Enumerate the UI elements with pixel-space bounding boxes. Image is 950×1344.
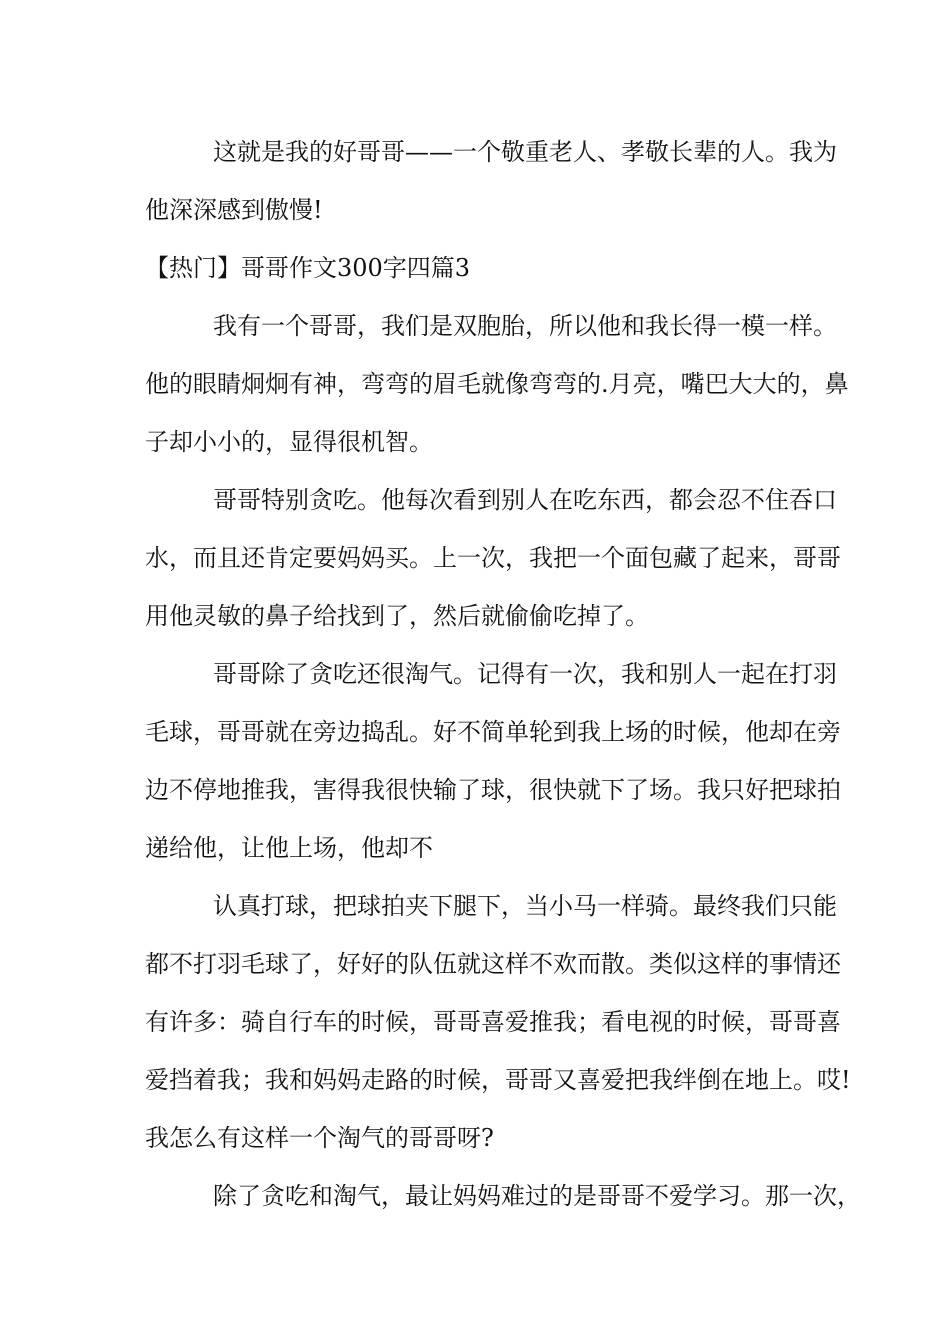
- text-line: 这就是我的好哥哥——一个敬重老人、孝敬长辈的人。我为: [213, 138, 837, 166]
- text-line: 边不停地推我，害得我很快输了球，很快就下了场。我只好把球拍: [145, 776, 841, 804]
- text-line: 哥哥除了贪吃还很淘气。记得有一次，我和别人一起在打羽: [213, 660, 837, 688]
- text-line: 毛球，哥哥就在旁边捣乱。好不简单轮到我上场的时候，他却在旁: [145, 718, 841, 746]
- text-line: 【热门】哥哥作文300字四篇3: [145, 254, 471, 282]
- text-line: 水，而且还肯定要妈妈买。上一次，我把一个面包藏了起来，哥哥: [145, 544, 841, 572]
- paragraph: [145, 1167, 861, 1225]
- paragraph: [145, 877, 851, 1167]
- text-line: 递给他，让他上场，他却不: [145, 834, 433, 862]
- text-line: 我有一个哥哥，我们是双胞胎，所以他和我长得一模一样。: [213, 312, 837, 340]
- text-line: 除了贪吃和淘气，最让妈妈难过的是哥哥不爱学习。那一次，: [213, 1182, 861, 1210]
- text-line: 都不打羽毛球了，好好的队伍就这样不欢而散。类似这样的事情还: [145, 950, 841, 978]
- text-line: 爱挡着我；我和妈妈走路的时候，哥哥又喜爱把我绊倒在地上。哎!: [145, 1066, 851, 1094]
- text-line: 我怎么有这样一个淘气的哥哥呀?: [145, 1124, 494, 1152]
- text-line: 他深深感到傲慢!: [145, 196, 323, 224]
- text-line: 有许多：骑自行车的时候，哥哥喜爱推我；看电视的时候，哥哥喜: [145, 1008, 841, 1036]
- document-body: [145, 123, 861, 1225]
- text-line: 他的眼睛炯炯有神，弯弯的眉毛就像弯弯的.月亮，嘴巴大大的，鼻: [145, 370, 849, 398]
- section-heading: [145, 239, 817, 297]
- paragraph: [145, 297, 849, 471]
- text-line: 子却小小的，显得很机智。: [145, 428, 433, 456]
- text-line: 用他灵敏的鼻子给找到了，然后就偷偷吃掉了。: [145, 602, 649, 630]
- paragraph: [145, 645, 841, 877]
- paragraph: [145, 123, 837, 239]
- paragraph: [145, 471, 841, 645]
- text-line: 认真打球，把球拍夹下腿下，当小马一样骑。最终我们只能: [213, 892, 837, 920]
- text-line: 哥哥特别贪吃。他每次看到别人在吃东西，都会忍不住吞口: [213, 486, 837, 514]
